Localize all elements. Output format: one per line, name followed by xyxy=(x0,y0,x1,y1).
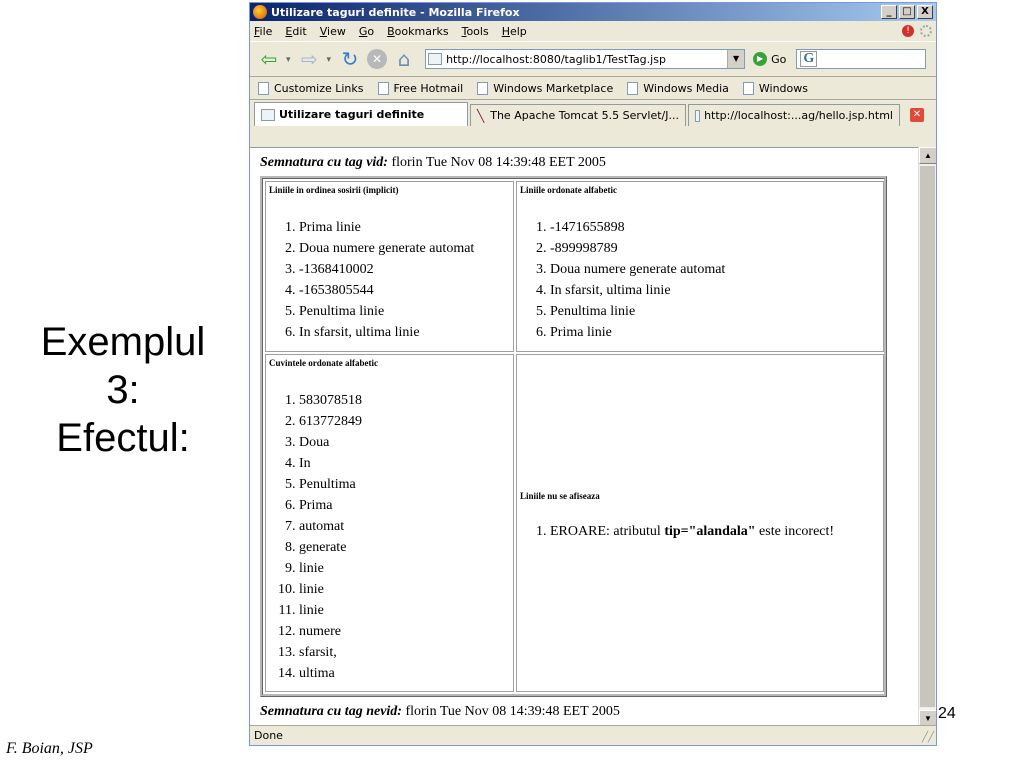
tab-hello-jsp[interactable] xyxy=(688,104,900,126)
navigation-toolbar xyxy=(250,41,936,77)
bookmark-page-icon xyxy=(627,82,638,95)
page-icon xyxy=(428,53,442,65)
window-title: Utilizare taguri definite - Mozilla Firefox xyxy=(271,5,520,19)
list-item: 6. Prima linie xyxy=(550,322,880,343)
list-item: 1. Prima linie xyxy=(299,217,510,238)
url-bar[interactable] xyxy=(425,49,745,69)
cell-sorted-lines xyxy=(516,181,884,352)
sorted-lines-list xyxy=(520,217,880,343)
error-message: 1. EROARE: atributul tip="alandala" este incorect! xyxy=(550,521,834,542)
bookmark-page-icon xyxy=(477,82,488,95)
stop-indicator-icon: ! xyxy=(902,25,914,37)
tab-bar xyxy=(250,100,936,126)
bookmark-page-icon xyxy=(258,82,269,95)
vertical-scrollbar[interactable] xyxy=(918,147,936,727)
list-item: 2. Doua numere generate automat xyxy=(299,238,510,259)
tab-label: The Apache Tomcat 5.5 Servlet/J... xyxy=(490,109,679,122)
back-button[interactable]: ⇦ xyxy=(260,47,278,71)
tab-page-icon xyxy=(261,109,275,121)
url-text[interactable]: http://localhost:8080/taglib1/TestTag.jsp xyxy=(446,52,666,66)
list-item: 1. -1471655898 xyxy=(550,217,880,238)
cell-title: Cuvintele ordonate alfabetic xyxy=(269,358,378,368)
bookmark-windows[interactable]: Windows xyxy=(743,82,808,95)
lines-hidden-content xyxy=(520,491,834,542)
close-tab-icon[interactable]: ✕ xyxy=(910,108,924,122)
go-label: Go xyxy=(771,52,787,66)
menu-file[interactable]: File xyxy=(254,24,273,38)
list-item: 1. 583078518 xyxy=(299,390,510,411)
list-item: 5. Penultima linie xyxy=(299,301,510,322)
signature-nonempty-tag xyxy=(260,704,620,720)
tab-apache-tomcat[interactable] xyxy=(470,104,686,126)
cell-title: Liniile in ordinea sosirii (implicit) xyxy=(269,185,399,195)
list-item: 12. numere xyxy=(299,621,510,642)
list-item: 6. In sfarsit, ultima linie xyxy=(299,322,510,343)
list-item: 5. Penultima linie xyxy=(550,301,880,322)
back-dropdown-icon[interactable]: ▾ xyxy=(286,53,291,64)
list-item: 9. linie xyxy=(299,558,510,579)
signature-empty-label: Semnatura cu tag vid: xyxy=(260,155,388,170)
slide-title-line-1: Exemplul xyxy=(40,320,206,364)
error-list xyxy=(520,521,834,542)
resize-grip-icon[interactable]: ╱╱ xyxy=(921,732,934,743)
menu-bookmarks[interactable]: Bookmarks xyxy=(387,24,449,38)
cell-lines-hidden xyxy=(516,354,884,692)
list-item: 2. 613772849 xyxy=(299,411,510,432)
tab-page-icon xyxy=(695,110,700,122)
forward-dropdown-icon[interactable]: ▾ xyxy=(326,53,332,64)
firefox-logo-icon xyxy=(253,5,267,19)
list-item: 5. Penultima xyxy=(299,474,510,495)
list-item: 3. Doua numere generate automat xyxy=(550,259,880,280)
bookmark-free-hotmail[interactable]: Free Hotmail xyxy=(378,82,464,95)
error-attribute: tip="alandala" xyxy=(664,524,756,539)
list-item: 14. ultima xyxy=(299,663,510,684)
status-text: Done xyxy=(254,729,283,742)
list-item: 10. linie xyxy=(299,579,510,600)
list-item: 3. -1368410002 xyxy=(299,259,510,280)
list-item: 7. automat xyxy=(299,516,510,537)
signature-nonempty-label: Semnatura cu tag nevid: xyxy=(260,704,402,719)
bookmarks-toolbar xyxy=(250,77,936,100)
tab-label: http://localhost:...ag/hello.jsp.html xyxy=(704,109,893,122)
list-item: 6. Prima xyxy=(299,495,510,516)
menu-bar xyxy=(250,21,936,41)
menu-tools[interactable]: Tools xyxy=(461,24,489,38)
list-item: 13. sfarsit, xyxy=(299,642,510,663)
stop-button[interactable]: ✕ xyxy=(367,49,387,69)
url-dropdown-icon[interactable]: ▼ xyxy=(727,50,744,68)
list-item: 3. Doua xyxy=(299,432,510,453)
tab-label: Utilizare taguri definite xyxy=(279,108,425,121)
close-button[interactable]: X xyxy=(917,5,933,19)
bookmark-customize-links[interactable]: Customize Links xyxy=(258,82,364,95)
bookmark-page-icon xyxy=(378,82,389,95)
cell-title: Liniile ordonate alfabetic xyxy=(520,185,617,195)
google-search-icon[interactable]: G xyxy=(800,51,817,67)
sorted-words-list xyxy=(269,390,510,684)
cell-arrival-order xyxy=(265,181,514,352)
maximize-button[interactable]: □ xyxy=(899,5,915,19)
title-bar[interactable] xyxy=(250,3,936,21)
scroll-up-button[interactable]: ▲ xyxy=(919,147,937,164)
firefox-window xyxy=(249,2,937,746)
list-item: 4. In sfarsit, ultima linie xyxy=(550,280,880,301)
list-item: 2. -899998789 xyxy=(550,238,880,259)
list-item: 4. In xyxy=(299,453,510,474)
list-item: 11. linie xyxy=(299,600,510,621)
list-item: 8. generate xyxy=(299,537,510,558)
tomcat-feather-icon: ╲ xyxy=(477,108,485,123)
cell-sorted-words xyxy=(265,354,514,692)
bookmark-page-icon xyxy=(743,82,754,95)
signature-nonempty-value: florin Tue Nov 08 14:39:48 EET 2005 xyxy=(401,704,620,719)
signature-empty-value: florin Tue Nov 08 14:39:48 EET 2005 xyxy=(387,155,606,170)
throbber-icon xyxy=(920,25,932,37)
scroll-down-button[interactable]: ▼ xyxy=(919,710,937,727)
results-table xyxy=(260,176,887,697)
bookmark-windows-marketplace[interactable]: Windows Marketplace xyxy=(477,82,613,95)
reload-button[interactable]: ↻ xyxy=(341,47,359,71)
go-arrow-icon: ▶ xyxy=(753,52,767,66)
list-item: 4. -1653805544 xyxy=(299,280,510,301)
menu-view[interactable]: View xyxy=(319,24,346,38)
signature-empty-tag xyxy=(260,155,606,171)
tab-utilizare-taguri[interactable] xyxy=(254,102,468,126)
search-input[interactable] xyxy=(796,49,926,69)
slide-number: 24 xyxy=(938,705,956,722)
slide-title xyxy=(18,318,228,462)
go-button[interactable] xyxy=(753,52,786,66)
bookmark-windows-media[interactable]: Windows Media xyxy=(627,82,729,95)
minimize-button[interactable]: _ xyxy=(881,5,897,19)
menu-edit[interactable]: Edit xyxy=(285,24,307,38)
arrival-order-list xyxy=(269,217,510,343)
status-bar xyxy=(250,725,936,745)
scroll-thumb[interactable] xyxy=(919,165,936,708)
home-button[interactable]: ⌂ xyxy=(397,47,411,71)
slide-footer: F. Boian, JSP xyxy=(6,740,93,757)
page-content xyxy=(250,147,918,728)
menu-go[interactable]: Go xyxy=(358,24,375,38)
slide-title-line-3: Efectul: xyxy=(56,416,190,460)
menu-help[interactable]: Help xyxy=(501,24,527,38)
forward-button[interactable]: ⇨ xyxy=(301,47,318,71)
cell-title: Liniile nu se afiseaza xyxy=(520,491,600,501)
slide-title-line-2: 3: xyxy=(106,368,140,412)
